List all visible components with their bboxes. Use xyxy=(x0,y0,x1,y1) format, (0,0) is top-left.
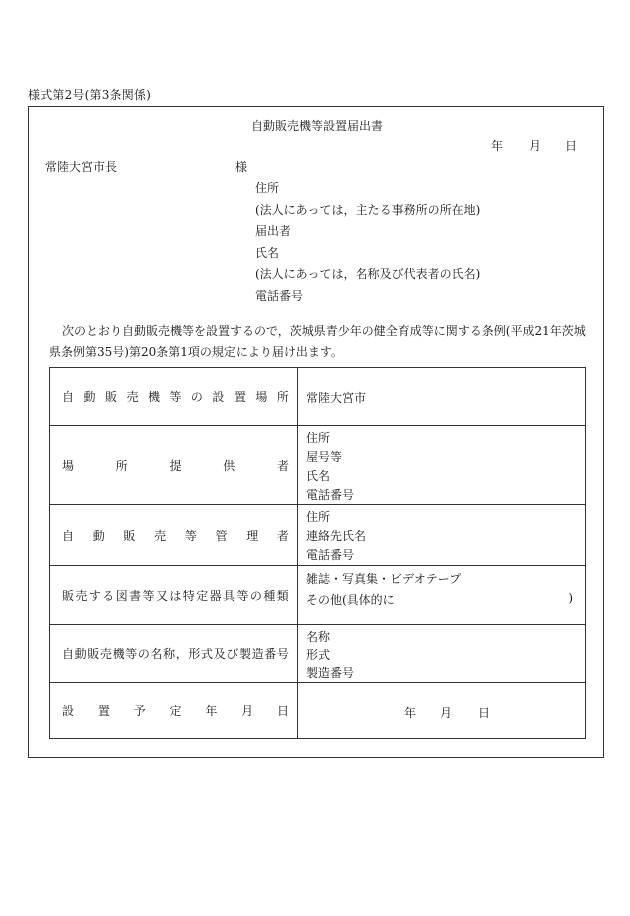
goods-other-option: その他(具体的に xyxy=(306,593,395,607)
date-year-label: 年 xyxy=(491,139,504,153)
row-provider-value[interactable] xyxy=(306,426,577,504)
location-city: 常陸大宮市 xyxy=(306,391,367,405)
row-schedule-label-text: 設 置 予 定 年 月 日 xyxy=(62,704,289,718)
row-goods-value[interactable] xyxy=(306,566,577,624)
row-manager xyxy=(50,504,585,565)
row-manager-label-text: 自 動 販 売 等 管 理 者 xyxy=(62,528,289,543)
provider-name-label: 氏名 xyxy=(306,469,331,483)
row-provider-label-text: 場 所 提 供 者 xyxy=(62,458,289,473)
honorific: 様 xyxy=(235,160,248,174)
provider-address-label: 住所 xyxy=(306,431,331,445)
machine-name-label: 名称 xyxy=(306,630,331,644)
goods-media-option: 雑誌・写真集・ビデオテープ xyxy=(306,572,462,586)
schedule-year-label: 年 xyxy=(404,706,417,720)
row-location-value[interactable] xyxy=(306,368,577,425)
schedule-month-label: 月 xyxy=(440,706,453,720)
row-provider-label xyxy=(50,426,298,504)
row-goods xyxy=(50,565,585,624)
machine-serial-label: 製造番号 xyxy=(306,666,355,680)
detail-table xyxy=(49,367,586,739)
form-frame xyxy=(28,106,604,758)
goods-other-close-paren: ) xyxy=(568,591,573,605)
row-location-label-text: 自 動 販 売 機 等 の 設 置 場 所 xyxy=(62,390,289,404)
date-day-label: 日 xyxy=(565,139,578,153)
intro-paragraph: 次のとおり自動販売機等を設置するので，茨城県青少年の健全育成等に関する条例(平成21年茨城県条例第35号)第20条第1項の規定により届け出ます。 xyxy=(49,324,586,359)
applicant-address-note: (法人にあっては，主たる事務所の所在地) xyxy=(255,203,481,217)
machine-model-label: 形式 xyxy=(306,648,331,662)
applicant-name-label: 氏名 xyxy=(255,246,280,260)
row-schedule xyxy=(50,682,585,738)
manager-address-label: 住所 xyxy=(306,510,331,524)
row-schedule-label xyxy=(50,683,298,738)
form-number: 様式第2号(第3条関係) xyxy=(28,88,152,102)
schedule-day-label: 日 xyxy=(478,706,491,720)
provider-phone-label: 電話番号 xyxy=(306,488,355,502)
provider-trade-name-label: 屋号等 xyxy=(306,450,343,464)
row-provider xyxy=(50,425,585,504)
row-location xyxy=(50,368,585,425)
row-machine-label-text: 自 動 販 売 機 等 の 名 称 ， 形 式 及 び 製 造 番 号 xyxy=(62,647,289,661)
addressee: 常陸大宮市長 xyxy=(45,160,118,174)
row-manager-label xyxy=(50,505,298,565)
row-goods-label xyxy=(50,566,298,624)
row-manager-value[interactable] xyxy=(306,505,577,565)
manager-contact-label: 連絡先氏名 xyxy=(306,529,367,543)
row-location-label xyxy=(50,368,298,425)
row-machine-label xyxy=(50,625,298,682)
date-month-label: 月 xyxy=(529,139,542,153)
applicant-name-note: (法人にあっては，名称及び代表者の氏名) xyxy=(255,267,481,281)
row-goods-label-text: 販 売 す る 図 書 等 又 は 特 定 器 具 等 の 種 類 xyxy=(62,588,289,603)
row-machine-value[interactable] xyxy=(306,625,577,682)
applicant-role-label: 届出者 xyxy=(255,224,292,238)
applicant-phone-label: 電話番号 xyxy=(255,289,304,303)
row-machine xyxy=(50,624,585,682)
form-title: 自動販売機等設置届出書 xyxy=(250,119,383,133)
manager-phone-label: 電話番号 xyxy=(306,548,355,562)
row-schedule-value[interactable] xyxy=(306,683,577,738)
applicant-address-label: 住所 xyxy=(255,181,280,195)
